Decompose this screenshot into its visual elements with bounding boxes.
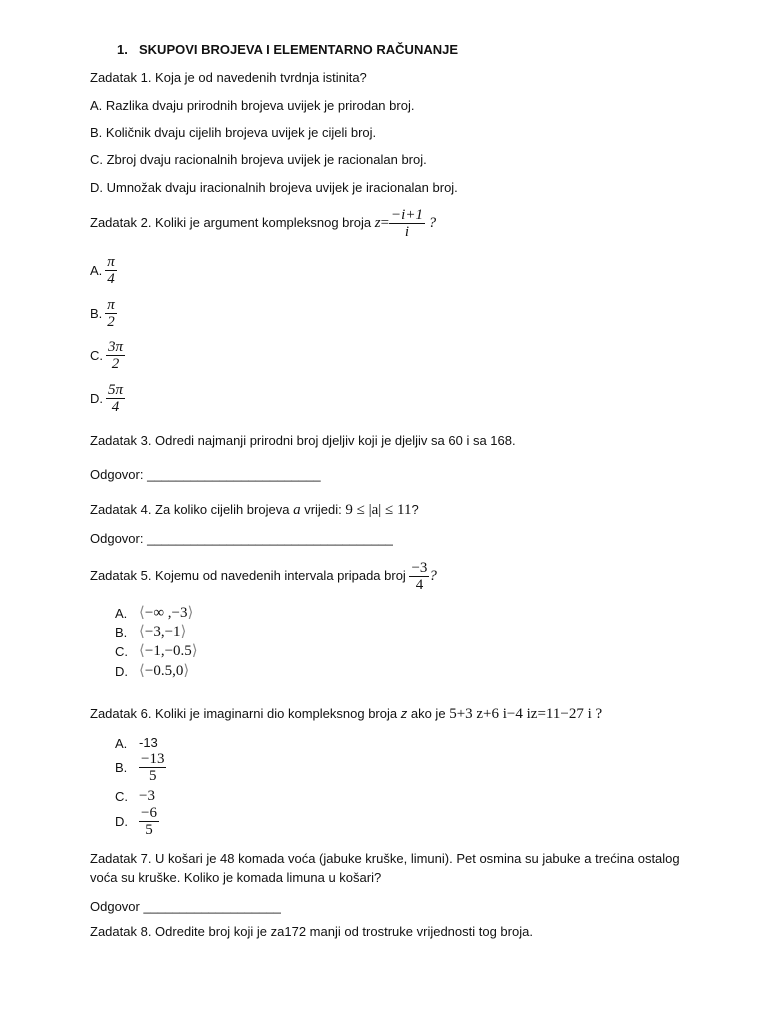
z5-option-c xyxy=(115,641,198,660)
option-letter: A. xyxy=(115,736,128,752)
section-number: 1. xyxy=(117,42,128,57)
option-fraction xyxy=(105,254,117,287)
option-value: -13 xyxy=(139,735,158,750)
z7-question-line-2: voća su kruške. Koliko je komada limuna u košari? xyxy=(90,870,382,885)
z4-question-line xyxy=(90,502,419,518)
z1-option-a: A. Razlika dvaju prirodnih brojeva uvijek je prirodan broj. xyxy=(90,98,415,113)
option-fraction xyxy=(139,751,166,784)
z5-question-line xyxy=(90,559,437,593)
option-letter: C. xyxy=(115,789,128,805)
option-letter: A. xyxy=(115,606,128,622)
interval-value: −∞ ,−3 xyxy=(144,605,188,621)
option-fraction xyxy=(106,339,125,372)
section-heading xyxy=(117,42,458,58)
z5-option-b xyxy=(115,622,186,641)
option-letter: C. xyxy=(115,644,128,660)
z6-option-d xyxy=(115,805,159,838)
option-fraction xyxy=(139,805,159,838)
option-fraction xyxy=(106,382,125,415)
open-bracket: ⟨ xyxy=(139,605,145,621)
close-bracket: ⟩ xyxy=(187,605,194,621)
z2-fraction xyxy=(389,207,425,240)
z2-var: z xyxy=(374,215,381,231)
frac-den: 5 xyxy=(148,768,157,784)
z5-option-a xyxy=(115,603,193,622)
option-letter: B. xyxy=(115,760,128,775)
z6-question-prefix: Zadatak 6. Koliki je imaginarni dio kompleksnog broja xyxy=(90,706,398,721)
frac-num: π xyxy=(107,297,115,313)
frac-den: 2 xyxy=(111,356,120,372)
z8-question: Zadatak 8. Odredite broj koji je za172 manji od trostruke vrijednosti tog broja. xyxy=(90,924,533,939)
frac-num: −6 xyxy=(141,805,157,821)
z1-question: Zadatak 1. Koja je od navedenih tvrdnja istinita? xyxy=(90,70,367,85)
z3-question: Zadatak 3. Odredi najmanji prirodni broj djeljiv koji je djeljiv sa 60 i sa 168. xyxy=(90,433,516,448)
z2-option-b xyxy=(90,297,117,330)
open-bracket: ⟨ xyxy=(139,624,145,640)
z2-question: Zadatak 2. Koliki je argument kompleksnog broja xyxy=(90,215,372,230)
open-bracket: ⟨ xyxy=(139,663,145,679)
z4-question-mid: vrijedi: xyxy=(304,502,342,517)
option-letter: D. xyxy=(115,664,128,680)
z5-option-d xyxy=(115,661,189,680)
z6-question-mid: ako je xyxy=(410,706,446,721)
section-title: SKUPOVI BROJEVA I ELEMENTARNO RAČUNANJE xyxy=(139,42,459,57)
z5-frac-num: −3 xyxy=(411,560,428,577)
z2-option-c xyxy=(90,339,125,372)
z5-frac-den: 4 xyxy=(415,577,424,594)
frac-den: 4 xyxy=(107,271,115,287)
z2-option-a xyxy=(90,254,117,287)
frac-den: 4 xyxy=(111,399,120,415)
z7-question-line-1: Zadatak 7. U košari je 48 komada voća (jabuke kruške, limuni). Pet osmina su jabuke a trećina ostalog xyxy=(90,851,680,866)
z4-math: 9 ≤ |a| ≤ 11 xyxy=(345,502,412,518)
z1-option-b: B. Količnik dvaju cijelih brojeva uvijek je cijeli broj. xyxy=(90,125,377,140)
z6-option-b xyxy=(115,751,166,784)
z2-frac-num: −i+1 xyxy=(391,207,423,224)
open-bracket: ⟨ xyxy=(139,643,145,659)
z3-answer-blank[interactable]: Odgovor: ________________________ xyxy=(90,467,321,482)
frac-num: 5π xyxy=(108,382,124,398)
interval-value: −1,−0.5 xyxy=(144,643,192,659)
z6-option-a xyxy=(115,735,158,751)
z6-var: z xyxy=(400,706,408,721)
interval-value: −3,−1 xyxy=(144,624,181,640)
option-letter: B. xyxy=(90,306,103,321)
frac-den: 2 xyxy=(107,314,115,330)
frac-num: −13 xyxy=(141,751,165,767)
option-letter: B. xyxy=(115,625,128,641)
z6-question-line xyxy=(90,706,602,722)
frac-num: 3π xyxy=(108,339,124,355)
z2-question-line xyxy=(90,206,436,240)
z5-qmark: ? xyxy=(429,568,437,584)
z4-qmark: ? xyxy=(411,502,419,517)
z4-answer-blank[interactable]: Odgovor: __________________________________ xyxy=(90,531,393,546)
option-letter: C. xyxy=(90,348,103,363)
close-bracket: ⟩ xyxy=(191,643,198,659)
z2-qmark: ? xyxy=(428,215,437,231)
z4-question-prefix: Zadatak 4. Za koliko cijelih brojeva xyxy=(90,502,290,517)
frac-den: 5 xyxy=(145,822,153,838)
z7-answer-blank[interactable]: Odgovor ___________________ xyxy=(90,899,281,914)
option-letter: D. xyxy=(90,391,103,406)
option-fraction xyxy=(105,297,117,330)
z4-var: a xyxy=(293,502,301,518)
z2-frac-den: i xyxy=(404,224,410,241)
z5-question: Zadatak 5. Kojemu od navedenih intervala pripada broj xyxy=(90,568,406,583)
interval-value: −0.5,0 xyxy=(144,663,184,679)
z2-equals: = xyxy=(380,215,390,231)
z5-fraction xyxy=(409,560,429,593)
option-letter: D. xyxy=(115,814,128,829)
frac-num: π xyxy=(107,254,115,270)
option-value: −3 xyxy=(139,788,155,804)
z1-option-c: C. Zbroj dvaju racionalnih brojeva uvijek je racionalan broj. xyxy=(90,152,427,167)
close-bracket: ⟩ xyxy=(183,663,190,679)
z2-option-d xyxy=(90,382,125,415)
z6-math: 5+3 z+6 i−4 iz=11−27 i ? xyxy=(449,706,603,722)
option-letter: A. xyxy=(90,263,103,278)
z1-option-d: D. Umnožak dvaju iracionalnih brojeva uvijek je iracionalan broj. xyxy=(90,180,458,195)
z6-option-c xyxy=(115,788,155,805)
close-bracket: ⟩ xyxy=(180,624,187,640)
